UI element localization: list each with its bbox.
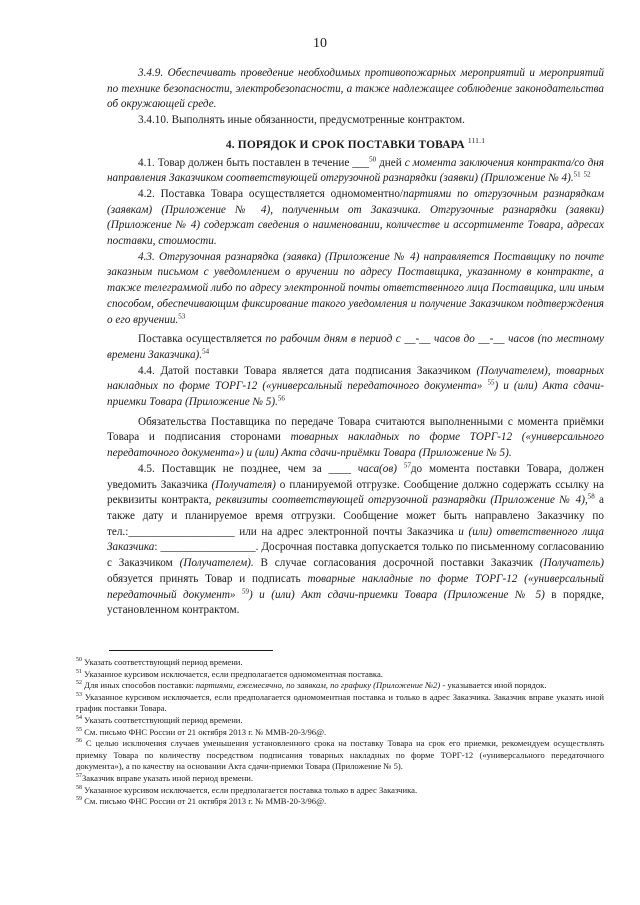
footnote: $^{56}$ С целью исключения случаев уменьшения установленного срока на поставку Товара на срок его приемки, рекомендуем осуществлять приемку Товара по количеству посредством подписания товарных накладных по форме ТОРГ-12 («универсального передаточного документа»), а по качеству на основании Акта сдачи-приемки Товара (Приложение № 5). <box>76 738 604 772</box>
clause-4-1: 4.1. Товар должен быть поставлен в течение ___$^{50}$ дней с момента заключения контракта/со дня направления Заказчиком соответствующей отгрузочной разнарядки (заявки) (Приложение № 4).$^{51}$ $^{52}$ <box>107 154 604 185</box>
footnote: $^{54}$ Указать соответствующий период времени. <box>76 714 243 725</box>
clause-4-5: 4.5. Поставщик не позднее, чем за ____ часа(ов) $^{57}$до момента поставки Товара, должен уведомить Заказчика (Получателя) о планируемой отгрузке. Сообщение должно содержать ссылку на реквизиты контракта, реквизиты соответствующей отгрузочной разнарядки (Приложение № 4),$^{58}$ а также дату и планируемое время отгрузки. Сообщение может быть направлено Заказчику по тел.:___________________ или на адрес электронной почты Заказчика и (или) ответственного лица Заказчика: _________________. Досрочная поставка допускается только по письменному согласованию с Заказчиком (Получателем). В случае согласования досрочной поставки Заказчик (Получатель) обязуется принять Товар и подписать товарные накладные по форме ТОРГ-12 («универсальный передаточный документ» $^{59}$) и (или) Акт сдачи-приемки Товара (Приложение № 5) в порядке, установленном контрактом. <box>107 461 605 617</box>
delivery-hours: Поставка осуществляется по рабочим дням в период с __-__ часов до __-__ часов (по местному времени Заказчика).$^{54}$ <box>107 333 605 361</box>
clause-3-4-9: 3.4.9. Обеспечивать проведение необходимых противопожарных мероприятий и мероприятий по технике безопасности, электробезопасности, а также надлежащее соблюдение законодательства об окружающей среде. <box>107 67 604 111</box>
footnote-separator <box>109 650 273 651</box>
footnote: $^{53}$ Указанное курсивом исключается, если предполагается одномоментная поставка и только в адрес Заказчика. Заказчик вправе указать иной график поставки Товара. <box>76 691 604 714</box>
clause-4-2: 4.2. Поставка Товара осуществляется одномоментно/партиями по отгрузочным разнарядкам (заявкам) (Приложение № 4), полученным от Заказчика. Отгрузочные разнарядки (заявки) (Приложение № 4) содержат сведения о наименовании, количестве и ассортименте Товара, адресах поставки, стоимости. <box>107 187 604 248</box>
clause-3-4-10: 3.4.10. Выполнять иные обязанности, предусмотренные контрактом. <box>138 114 465 127</box>
footnote: $^{51}$ Указанное курсивом исключается, если предполагается одномоментная поставка. <box>76 668 383 679</box>
footnote: $^{50}$ Указать соответствующий период времени. <box>76 657 243 667</box>
footnote: $^{57}$Заказчик вправе указать иной период времени. <box>76 772 254 783</box>
clause-4-4: 4.4. Датой поставки Товара является дата подписания Заказчиком (Получателем), товарных накладных по форме ТОРГ-12 («универсальный передаточного документа» $^{55}$) и (или) Акта сдачи-приемки Товара (Приложение № 5).$^{56}$ <box>107 364 604 409</box>
main-text <box>107 66 604 619</box>
footnote: $^{55}$ См. письмо ФНС России от 21 октября 2013 г. № ММВ-20-3/96@. <box>76 726 327 737</box>
footnotes <box>76 657 604 808</box>
footnote: $^{58}$ Указанное курсивом исключается, если предполагается поставка только в адрес Заказчика. <box>76 784 418 795</box>
footnote: $^{52}$ Для иных способов поставки: партиями, ежемесячно, по заявкам, по графику (Приложение №2) - указывается иной порядок. <box>76 680 547 691</box>
clause-4-3: 4.3. Отгрузочная разнарядка (заявка) (Приложение № 4) направляется Поставщику по почте заказным письмом с уведомлением о вручении по адресу Поставщика, указанному в контракте, а также телеграммой либо по адресу электронной почты ответственного лица Поставщика, или иным способом, обеспечивающим фиксирование такого уведомления и получение Заказчиком подтверждения о его вручении.$^{53}$ <box>107 250 604 326</box>
section-title: 4. ПОРЯДОК И СРОК ПОСТАВКИ ТОВАРА $^{111.1}$ <box>225 136 486 151</box>
page-number: 10 <box>313 36 327 51</box>
footnote: $^{59}$ См. письмо ФНС России от 21 октября 2013 г. № ММВ-20-3/96@. <box>76 796 327 807</box>
supplier-obligations: Обязательства Поставщика по передаче Товара считаются выполненными с момента приёмки Товара и подписания сторонами товарных накладных по форме ТОРГ-12 («универсального передаточного документа») и (или) Акта сдачи-приёмки Товара (Приложение № 5). <box>107 415 604 460</box>
